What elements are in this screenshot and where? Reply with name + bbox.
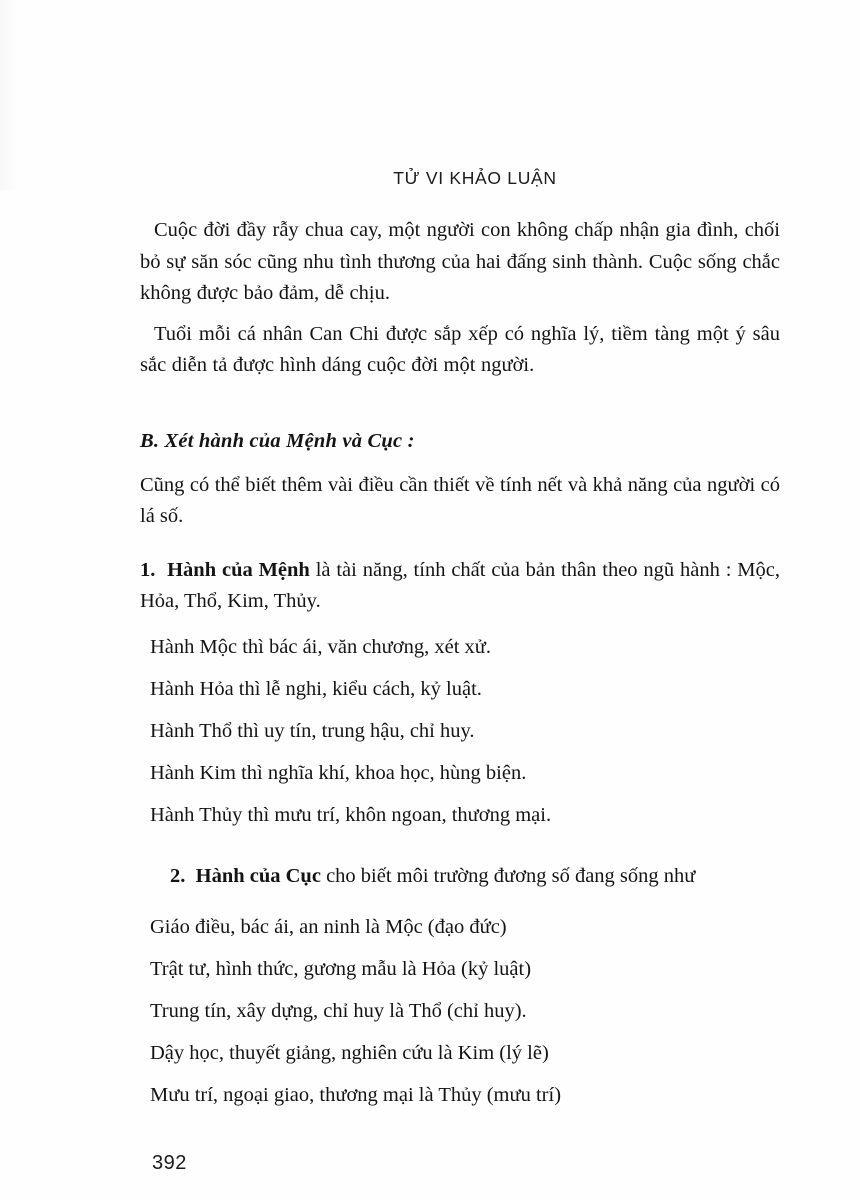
item-1-number: 1. xyxy=(140,558,156,581)
item-2-rest: cho biết môi trường đương số đang sống như xyxy=(320,864,696,887)
cuc-line-tho: Trung tín, xây dựng, chỉ huy là Thổ (chỉ huy). xyxy=(150,1000,527,1022)
spacer xyxy=(140,831,780,839)
menh-line-moc: Hành Mộc thì bác ái, văn chương, xét xử. xyxy=(150,635,492,658)
cuc-element-list xyxy=(140,912,780,1111)
cuc-line-kim: Dậy học, thuyết giảng, nghiên cứu là Kim (lý lẽ) xyxy=(150,1042,549,1064)
menh-line-hoa: Hành Hỏa thì lễ nghi, kiểu cách, kỷ luật. xyxy=(150,677,482,700)
item-2-lead: Hành của Cục xyxy=(195,864,321,887)
item-1-lead: Hành của Mệnh xyxy=(167,558,310,581)
cuc-line-hoa: Trật tư, hình thức, gương mẫu là Hỏa (kỷ luật) xyxy=(150,958,532,980)
menh-line-tho: Hành Thổ thì uy tín, trung hậu, chỉ huy. xyxy=(150,719,475,742)
page-content xyxy=(140,168,780,1111)
cuc-line-moc: Giáo điều, bác ái, an ninh là Mộc (đạo đức) xyxy=(150,916,507,938)
menh-element-list xyxy=(140,632,780,831)
item-2-number: 2. xyxy=(170,864,186,887)
section-heading-b: B. Xét hành của Mệnh và Cục : xyxy=(140,429,415,452)
numbered-item-2 xyxy=(140,861,780,893)
item-1-rest: là tài năng, tính chất của bản thân theo ngũ hành : Mộc, Hỏa, Thổ, Kim, Thủy. xyxy=(140,558,780,612)
running-head: TỬ VI KHẢO LUẬN xyxy=(393,168,557,188)
section-b-intro: Cũng có thể biết thêm vài điều cần thiết về tính nết và khả năng của người có lá số. xyxy=(140,473,780,527)
numbered-item-1 xyxy=(140,555,780,618)
paragraph-2: Tuổi mỗi cá nhân Can Chi được sắp xếp có nghĩa lý, tiềm tàng một ý sâu sắc diễn tả được hình dáng cuộc đời một người. xyxy=(140,322,780,376)
page-number: 392 xyxy=(152,1152,187,1174)
cuc-line-thuy: Mưu trí, ngoại giao, thương mại là Thủy (mưu trí) xyxy=(150,1084,562,1106)
menh-line-thuy: Hành Thủy thì mưu trí, khôn ngoan, thương mại. xyxy=(150,803,552,826)
paragraph-1: Cuộc đời đầy rẫy chua cay, một người con không chấp nhận gia đình, chối bỏ sự săn sóc cũng nhu tình thương của hai đấng sinh thành. Cuộc sống chắc không được bảo đảm, dễ chịu. xyxy=(140,219,780,304)
menh-line-kim: Hành Kim thì nghĩa khí, khoa học, hùng biện. xyxy=(150,761,527,784)
